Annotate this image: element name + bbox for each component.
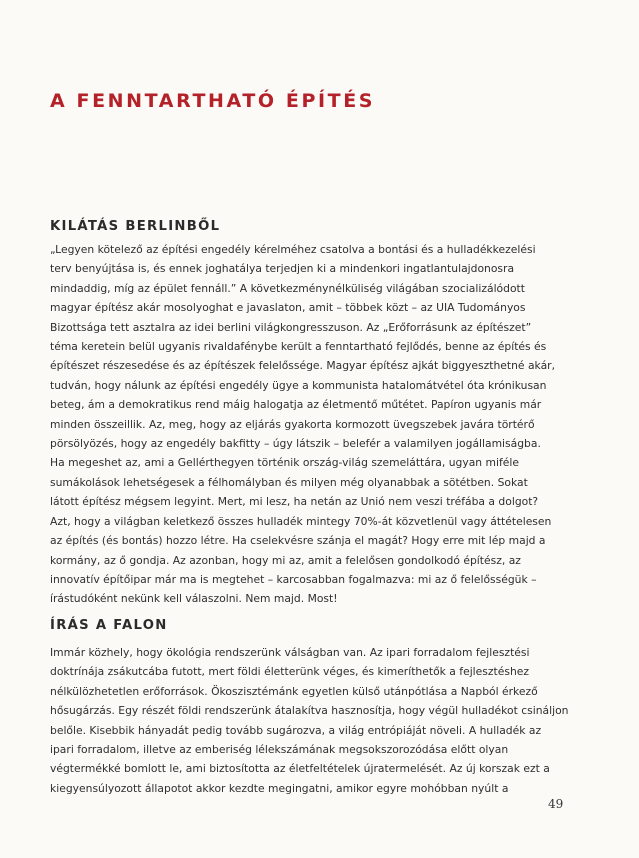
text-line: végtermékké bomlott le, ami biztosította az életfeltételek újratermelését. Az új korszak ezt a <box>50 762 550 776</box>
text-line: sumákolások lehetségesek a félhomályban és milyen még olyanabbak a sötétben. Sokat <box>50 475 528 489</box>
section-heading-iras-a-falon: ÍRÁS A FALON <box>50 618 168 633</box>
text-line: minden összeillik. Az, meg, hogy az eljárás gyakorta kormozott üvegszebek javára törtérő <box>50 417 535 431</box>
text-line: belőle. Kisebbik hányadát pedig tovább sugározva, a világ entrópiáját növeli. A hulladék az <box>50 723 542 737</box>
text-line: hősugárzás. Egy részét földi rendszerünk átalakítva hasznosítja, hogy végül hulladékot csináljon <box>50 704 569 718</box>
chapter-title: A FENNTARTHATÓ ÉPÍTÉS <box>50 90 376 112</box>
text-line: tudván, hogy nálunk az építési engedély ügye a kommunista hatalomátvétel óta krónikusan <box>50 378 547 392</box>
text-line: írástudóként nekünk kell válaszolni. Nem majd. Most! <box>50 592 338 606</box>
section-body-kilatas-berlinbol <box>50 240 572 609</box>
text-line: Immár közhely, hogy ökológia rendszerünk válságban van. Az ipari forradalom fejlesztési <box>50 646 530 659</box>
text-line: beteg, ám a demokratikus rend máig halogatja az életmentő műtétet. Papíron ugyanis már <box>50 398 542 412</box>
section-body-iras-a-falon <box>50 643 572 798</box>
text-line: mindaddig, míg az épület fennáll.” A következménynélküliség világában szocializálódott <box>50 281 525 295</box>
text-line: építészet részesedése és az építészek felelőssége. Magyar építész ajkát biggyeszthetné akár, <box>50 359 556 373</box>
text-line: Bizottsága tett asztalra az idei berlini világkongresszuson. Az „Erőforrásunk az építészet” <box>50 320 532 334</box>
text-line: kiegyensúlyozott állapotot akkor kezdte megingatni, amikor egyre mohóbban nyúlt a <box>50 781 509 795</box>
text-line: Azt, hogy a világban keletkező összes hulladék mintegy 70%-át közvetlenül vagy áttételesen <box>50 514 552 528</box>
text-line: kormány, az ő gondja. Az azonban, hogy mi az, amit a felelősen gondolkodó építész, az <box>50 553 521 567</box>
text-line: magyar építész akár mosolyoghat e javaslaton, amit – többek közt – az UIA Tudományos <box>50 301 526 315</box>
text-line: Ha megeshet az, ami a Gellérthegyen történik ország-világ szemeláttára, ugyan miféle <box>50 456 519 470</box>
text-line: pörsölyözés, hogy az engedély bakfitty – úgy látszik – belefér a valamilyen jogállamiságba. <box>50 437 541 451</box>
text-line: doktrínája zsákutcába futott, mert földi életterünk véges, és kimeríthetők a fejlesztéshez <box>50 665 530 679</box>
text-line: terv benyújtása is, és ennek joghatálya terjedjen ki a mindenkori ingatlantulajdonosra <box>50 262 515 276</box>
text-line: „Legyen kötelező az építési engedély kérelméhez csatolva a bontási és a hulladékkezelési <box>50 243 536 256</box>
page-number: 49 <box>548 797 564 811</box>
text-line: az építés (és bontás) hozzo létre. Ha cselekvésre szánja el magát? Hogy erre mit lép majd a <box>50 534 546 548</box>
text-line: nélkülözhetetlen erőforrások. Ökoszisztémánk egyetlen külső utánpótlása a Napból érkező <box>50 684 538 698</box>
text-line: látott építész mégsem legyint. Mert, mi lesz, ha netán az Unió nem veszi tréfába a dolgot? <box>50 495 539 509</box>
text-line: téma keretein belül ugyanis rivaldafénybe került a fenntartható fejlődés, benne az építés és <box>50 340 547 354</box>
text-line: ipari forradalom, illetve az emberiség lélekszámának megsokszorozódása előtt olyan <box>50 743 509 757</box>
section-heading-kilatas-berlinbol: KILÁTÁS BERLINBŐL <box>50 219 221 234</box>
text-line: innovatív építőipar már ma is megtehet – karcosabban fogalmazva: mi az ő felelősségük – <box>50 572 537 586</box>
